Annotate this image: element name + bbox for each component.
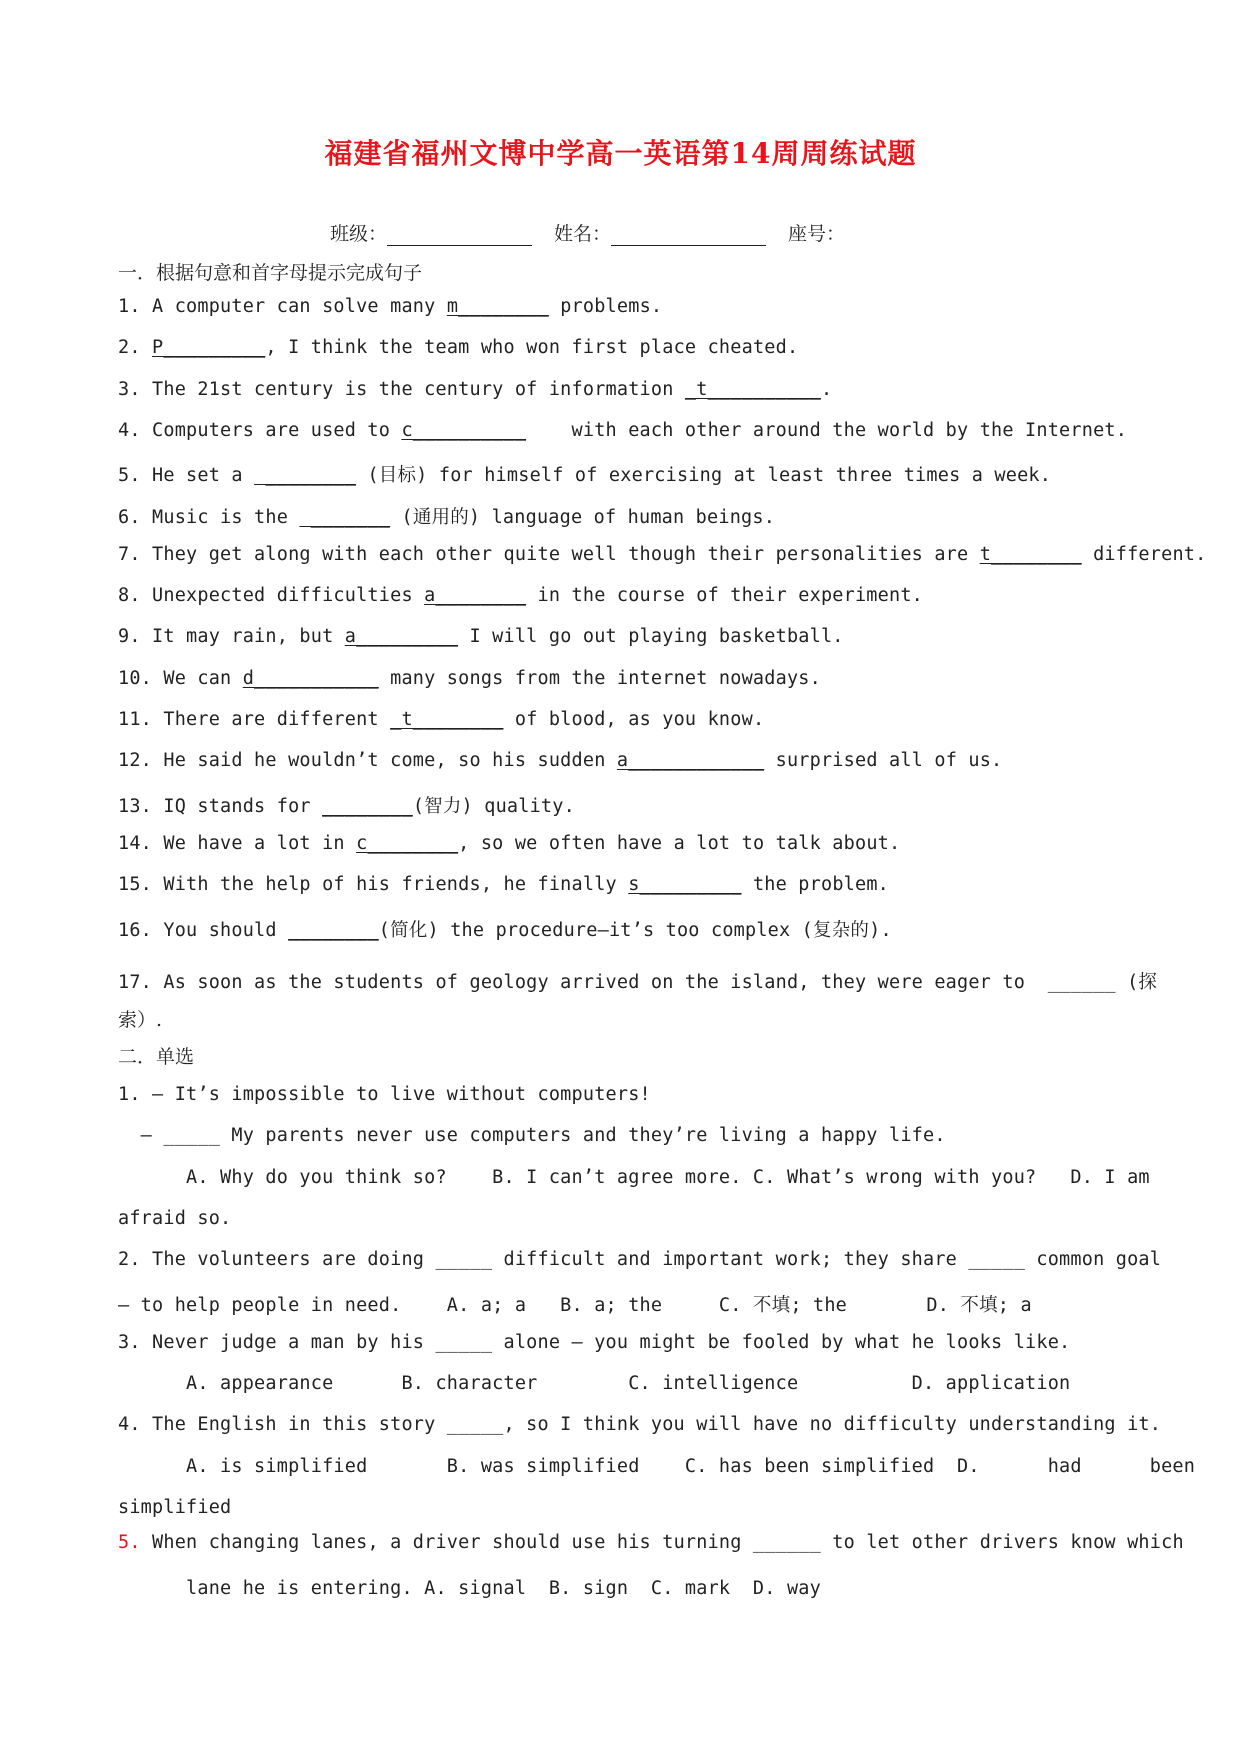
student-info-line	[330, 219, 845, 246]
choice-line-5: 2. The volunteers are doing _____ difficult and important work; they share _____ common goal	[118, 1249, 1162, 1271]
item-text-before: 13. IQ stands for	[118, 795, 323, 817]
item-text-after: , so we often have a lot to talk about.	[458, 832, 901, 854]
answer-blank: t________	[979, 543, 1082, 565]
exercise-item-9	[118, 626, 844, 647]
choice-line-7: 3. Never judge a man by his _____ alone — you might be fooled by what he looks like.	[118, 1331, 1071, 1353]
item-text-after: in the course of their experiment.	[526, 585, 923, 607]
class-blank	[387, 227, 532, 246]
item-text-after: problems.	[548, 296, 663, 317]
item-17-line-1: 17. As soon as the students of geology arrived on the island, they were eager to ______ (探	[118, 972, 1158, 993]
item-text-after: , I think the team who won first place cheated.	[265, 337, 799, 359]
item-text-after: (智力) quality.	[412, 795, 575, 817]
page-title: 福建省福州文博中学高一英语第14周周练试题	[324, 137, 917, 170]
item-text-after: many songs from the internet nowadays.	[378, 667, 821, 689]
answer-blank: a________	[424, 585, 527, 607]
choice-line-8: A. appearance B. character C. intelligence D. application	[118, 1373, 1071, 1395]
exercise-item-3	[118, 379, 832, 400]
exercise-item-2	[118, 337, 798, 358]
exercise-item-13	[118, 792, 575, 818]
item-text-before: 1. A computer can solve many	[118, 296, 447, 317]
exercise-item-11	[118, 709, 764, 730]
section2-heading: 二．单选	[118, 1046, 195, 1068]
exercise-item-7	[118, 544, 1206, 565]
item-text-after: with each other around the world by the Internet.	[526, 419, 1128, 441]
exercise-item-10	[118, 668, 821, 689]
item-text-before: 14. We have a lot in	[118, 832, 357, 854]
item-text-after: the problem.	[741, 874, 890, 896]
item-text-before: 7. They get along with each other quite well though their personalities are	[118, 543, 980, 565]
exercise-item-1	[118, 296, 662, 317]
item-text-after: (简化) the procedure—it’s too complex (复杂的).	[378, 919, 892, 941]
q5-line-2: lane he is entering. A. signal B. sign C. mark D. way	[118, 1578, 821, 1599]
item-text-before: 4. Computers are used to	[118, 419, 402, 441]
class-label: 班级：	[330, 223, 388, 245]
name-label: 姓名：	[554, 223, 612, 245]
item-text-after: (通用的) language of human beings.	[390, 506, 776, 528]
exercise-item-5	[118, 461, 1051, 487]
item-text-before: 3. The 21st century is the century of information	[118, 378, 685, 400]
item-text-before: 10. We can	[118, 667, 243, 689]
choice-line-11: simplified	[118, 1497, 232, 1518]
item-text-after: I will go out playing basketball.	[458, 626, 844, 648]
q5-text: When changing lanes, a driver should use his turning ______ to let other drivers know which	[140, 1532, 1184, 1553]
item-text-after: .	[820, 378, 833, 400]
item-text-before: 11. There are different	[118, 709, 391, 730]
answer-blank: s_________	[628, 874, 742, 896]
item-text-before: 5. He set a	[118, 465, 255, 487]
answer-blank: m________	[446, 296, 549, 317]
item-text-before: 6. Music is the	[118, 506, 300, 528]
name-blank	[611, 227, 766, 246]
seat-label: 座号：	[788, 223, 846, 245]
answer-blank: d___________	[242, 667, 379, 689]
exercise-item-6	[118, 503, 775, 529]
item-text-after: of blood, as you know.	[503, 709, 765, 730]
item-text-before: 9. It may rain, but	[118, 626, 345, 648]
answer-blank: ________	[322, 795, 413, 817]
answer-blank: c__________	[401, 419, 527, 441]
choice-line-10: A. is simplified B. was simplified C. has been simplified D. had been	[118, 1455, 1196, 1477]
exercise-item-12	[118, 750, 1002, 771]
answer-blank: a____________	[616, 750, 765, 772]
choice-line-3: A. Why do you think so? B. I can’t agree more. C. What’s wrong with you? D. I am	[118, 1166, 1150, 1188]
section1-heading: 一．根据句意和首字母提示完成句子	[118, 262, 423, 284]
choice-line-4: afraid so.	[118, 1207, 232, 1229]
item-text-after: surprised all of us.	[764, 750, 1003, 772]
exercise-item-15	[118, 874, 889, 895]
item-text-before: 16. You should	[118, 919, 289, 941]
answer-blank: a_________	[344, 626, 459, 648]
exercise-item-16	[118, 916, 892, 942]
answer-blank: ________	[288, 919, 379, 941]
q5-line-1	[118, 1532, 1184, 1553]
item-text-before: 15. With the help of his friends, he finally	[118, 874, 629, 896]
choice-line-6: — to help people in need. A. a; a B. a; the C. 不填; the D. 不填; a	[118, 1294, 1032, 1316]
item-text-after: different.	[1081, 543, 1207, 565]
answer-blank: P_________	[152, 337, 266, 359]
answer-blank: ________	[254, 465, 357, 487]
exercise-item-8	[118, 585, 923, 606]
exercise-item-14	[118, 833, 900, 854]
item-17-line-2: 索）.	[118, 1009, 163, 1031]
item-text-before: 2.	[118, 337, 153, 359]
q5-number: 5.	[118, 1532, 141, 1553]
item-text-before: 12. He said he wouldn’t come, so his sudden	[118, 750, 617, 772]
answer-blank: _t__________	[684, 378, 821, 400]
answer-blank: _______	[299, 506, 391, 528]
answer-blank: c________	[356, 832, 459, 854]
choice-line-1: 1. — It’s impossible to live without computers!	[118, 1084, 651, 1105]
choice-line-9: 4. The English in this story _____, so I think you will have no difficulty understanding it.	[118, 1414, 1162, 1436]
exercise-item-4	[118, 420, 1127, 441]
answer-blank: _t________	[390, 709, 504, 730]
item-text-before: 8. Unexpected difficulties	[118, 585, 425, 607]
item-text-after: (目标) for himself of exercising at least three times a week.	[356, 465, 1052, 487]
choice-line-2: — _____ My parents never use computers and they’re living a happy life.	[118, 1125, 946, 1147]
